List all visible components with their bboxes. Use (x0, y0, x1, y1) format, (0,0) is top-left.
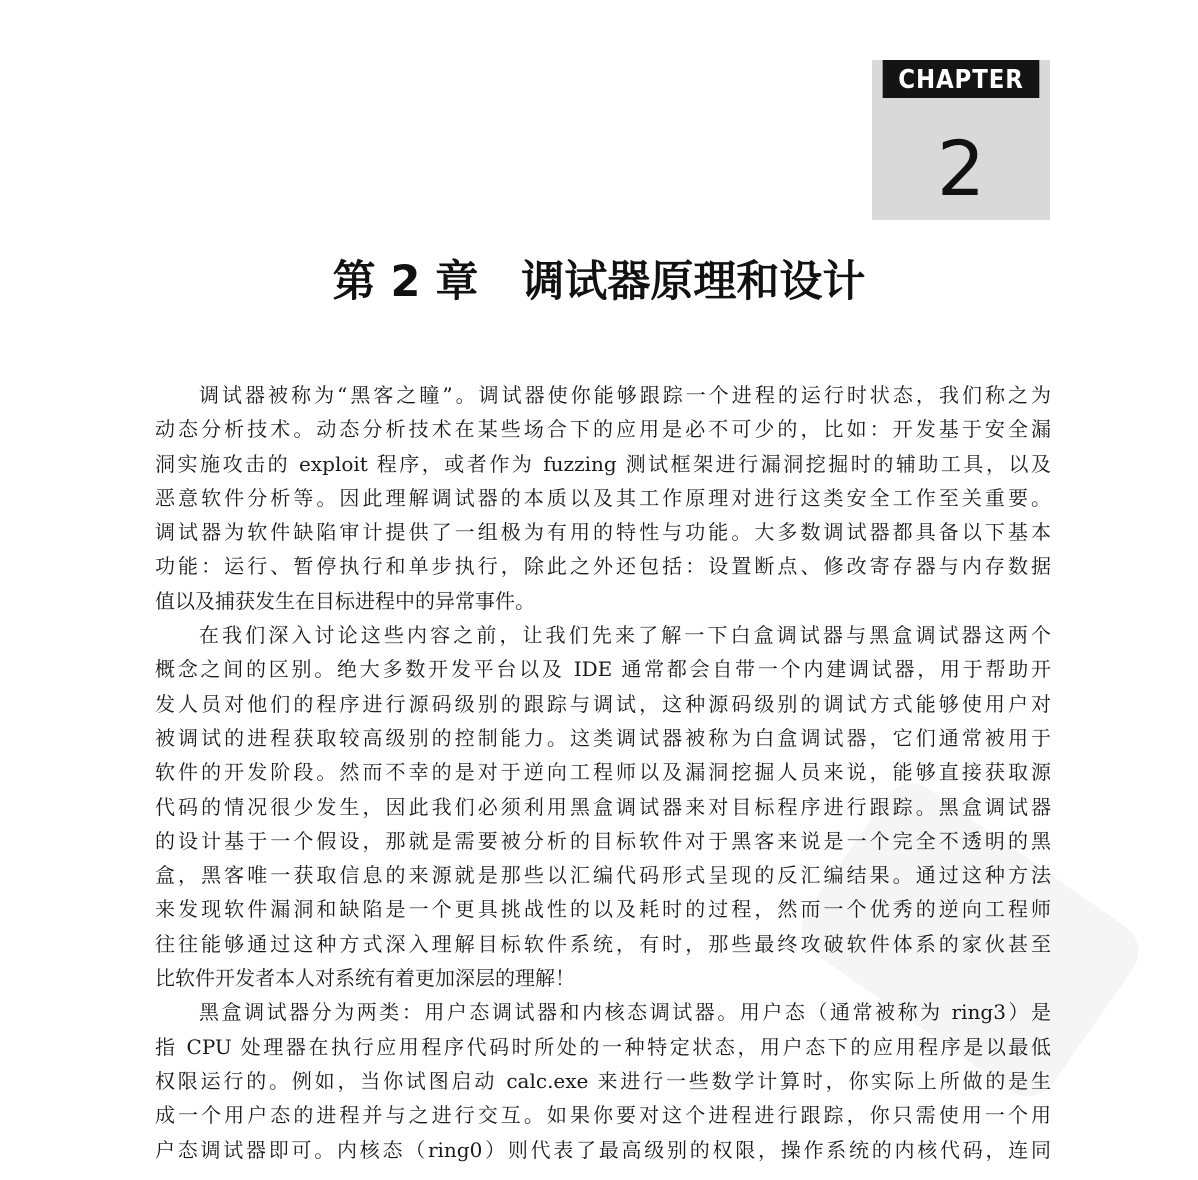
text-line: 调试器被称为“黑客之瞳”。调试器使你能够跟踪一个进程的运行时状态，我们称之为 (199, 383, 1051, 407)
text-line: 盒，黑客唯一获取信息的来源就是那些以汇编代码形式呈现的反汇编结果。通过这种方法 (155, 863, 1051, 888)
text-line: 洞实施攻击的 exploit 程序，或者作为 fuzzing 测试框架进行漏洞挖掘时的辅助工具，以及 (155, 451, 1051, 476)
text-line: 调试器为软件缺陷审计提供了一组极为有用的特性与功能。大多数调试器都具备以下基本 (155, 520, 1051, 545)
text-line: 指 CPU 处理器在执行应用程序代码时所处的一种特定状态，用户态下的应用程序是以最低 (155, 1034, 1051, 1059)
text-line: 恶意软件分析等。因此理解调试器的本质以及其工作原理对进行这类安全工作至关重要。 (155, 485, 1051, 510)
chapter-number: 2 (936, 124, 986, 213)
paragraph-1 (155, 378, 1051, 618)
text-line: 发人员对他们的程序进行源码级别的跟踪与调试，这种源码级别的调试方式能够使用户对 (155, 691, 1051, 716)
chapter-title: 第 2 章 调试器原理和设计 (332, 257, 866, 307)
text-line: 权限运行的。例如，当你试图启动 calc.exe 来进行一些数学计算时，你实际上所做的是生 (155, 1068, 1051, 1093)
text-line: 被调试的进程获取较高级别的控制能力。这类调试器被称为白盒调试器，它们通常被用于 (155, 725, 1051, 750)
text-line: 软件的开发阶段。然而不幸的是对于逆向工程师以及漏洞挖掘人员来说，能够直接获取源 (155, 760, 1051, 785)
text-line: 在我们深入讨论这些内容之前，让我们先来了解一下白盒调试器与黑盒调试器这两个 (199, 623, 1051, 648)
paragraph-3 (155, 995, 1051, 1166)
text-line: 户态调试器即可。内核态（ring0）则代表了最高级别的权限，操作系统的内核代码，连同 (155, 1137, 1051, 1162)
text-line: 概念之间的区别。绝大多数开发平台以及 IDE 通常都会自带一个内建调试器，用于帮助开 (155, 657, 1051, 682)
text-line: 功能：运行、暂停执行和单步执行，除此之外还包括：设置断点、修改寄存器与内存数据 (155, 554, 1051, 579)
paragraph-2 (155, 618, 1051, 995)
text-line: 比软件开发者本人对系统有着更加深层的理解！ (155, 966, 575, 991)
chapter-badge (872, 60, 1050, 220)
text-line: 的设计基于一个假设，那就是需要被分析的目标软件对于黑客来说是一个完全不透明的黑 (155, 828, 1051, 853)
chapter-label: CHAPTER (883, 60, 1040, 98)
text-line: 代码的情况很少发生，因此我们必须利用黑盒调试器来对目标程序进行跟踪。黑盒调试器 (155, 794, 1051, 819)
text-line: 往往能够通过这种方式深入理解目标软件系统，有时，那些最终攻破软件体系的家伙甚至 (155, 931, 1051, 956)
text-line: 动态分析技术。动态分析技术在某些场合下的应用是必不可少的，比如：开发基于安全漏 (155, 417, 1051, 442)
text-line: 值以及捕获发生在目标进程中的异常事件。 (155, 588, 535, 613)
body-text (155, 378, 1051, 1167)
text-line: 来发现软件漏洞和缺陷是一个更具挑战性的以及耗时的过程，然而一个优秀的逆向工程师 (155, 897, 1051, 922)
text-line: 黑盒调试器分为两类：用户态调试器和内核态调试器。用户态（通常被称为 ring3）是 (199, 1000, 1051, 1025)
text-line: 成一个用户态的进程并与之进行交互。如果你要对这个进程进行跟踪，你只需使用一个用 (155, 1103, 1051, 1128)
